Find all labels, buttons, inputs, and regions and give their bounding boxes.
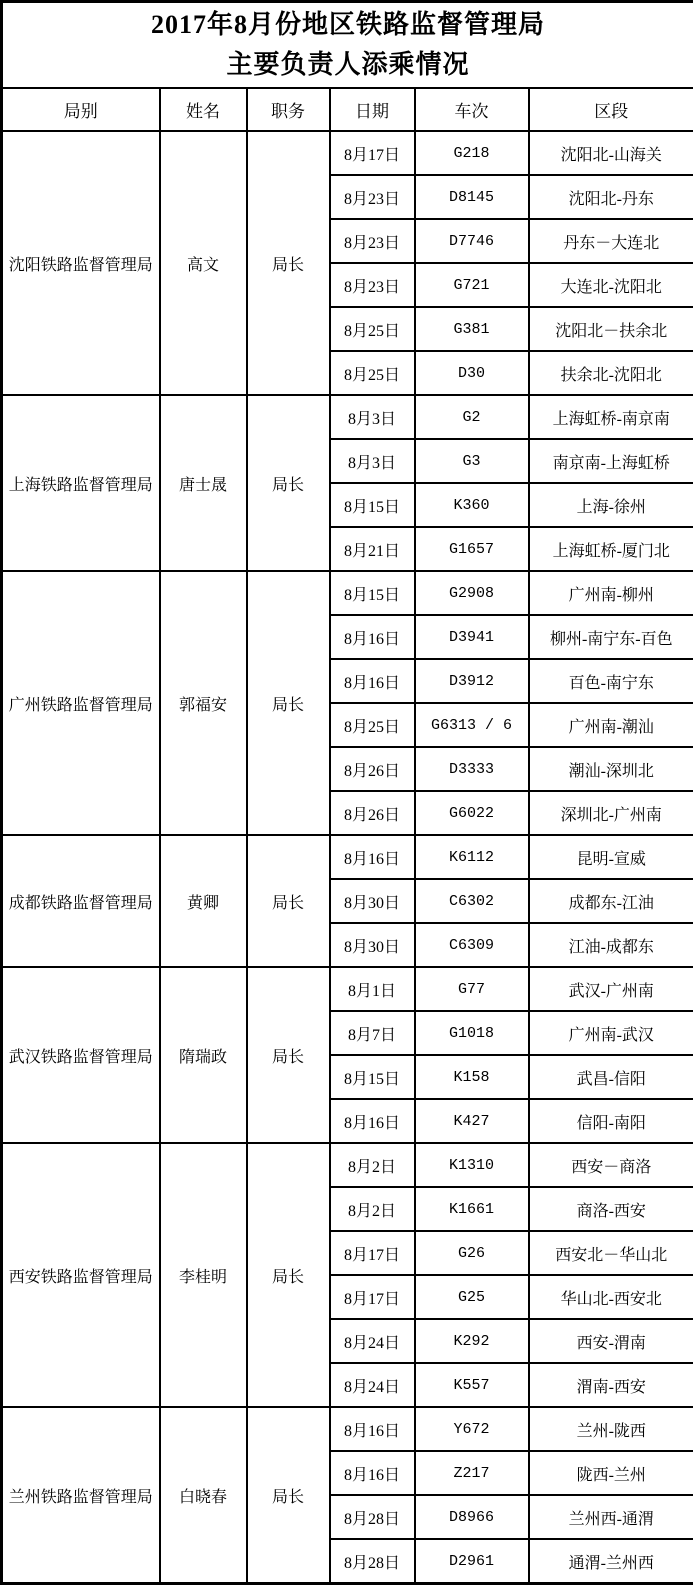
train-cell: G77 bbox=[415, 967, 529, 1011]
date-cell: 8月15日 bbox=[330, 483, 415, 527]
page-title-line2: 主要负责人添乘情况 bbox=[226, 50, 470, 79]
section-cell: 南京南-上海虹桥 bbox=[529, 439, 693, 483]
date-cell: 8月16日 bbox=[330, 835, 415, 879]
train-cell: G3 bbox=[415, 439, 529, 483]
date-cell: 8月16日 bbox=[330, 1451, 415, 1495]
date-cell: 8月17日 bbox=[330, 131, 415, 175]
date-cell: 8月16日 bbox=[330, 1099, 415, 1143]
date-cell: 8月7日 bbox=[330, 1011, 415, 1055]
train-cell: G25 bbox=[415, 1275, 529, 1319]
train-cell: G721 bbox=[415, 263, 529, 307]
date-cell: 8月25日 bbox=[330, 307, 415, 351]
date-cell: 8月2日 bbox=[330, 1187, 415, 1231]
date-cell: 8月3日 bbox=[330, 439, 415, 483]
train-cell: D7746 bbox=[415, 219, 529, 263]
train-cell: G2908 bbox=[415, 571, 529, 615]
train-cell: D3333 bbox=[415, 747, 529, 791]
date-cell: 8月25日 bbox=[330, 351, 415, 395]
position-cell: 局长 bbox=[247, 967, 330, 1143]
date-cell: 8月26日 bbox=[330, 791, 415, 835]
name-cell: 郭福安 bbox=[160, 571, 247, 835]
bureau-cell: 上海铁路监督管理局 bbox=[2, 395, 160, 571]
section-cell: 陇西-兰州 bbox=[529, 1451, 693, 1495]
section-cell: 深圳北-广州南 bbox=[529, 791, 693, 835]
bureau-cell: 兰州铁路监督管理局 bbox=[2, 1407, 160, 1584]
position-cell: 局长 bbox=[247, 1407, 330, 1584]
position-cell: 局长 bbox=[247, 395, 330, 571]
section-cell: 昆明-宣威 bbox=[529, 835, 693, 879]
table-row bbox=[2, 835, 693, 879]
section-cell: 武昌-信阳 bbox=[529, 1055, 693, 1099]
train-cell: G381 bbox=[415, 307, 529, 351]
section-cell: 武汉-广州南 bbox=[529, 967, 693, 1011]
section-cell: 百色-南宁东 bbox=[529, 659, 693, 703]
section-cell: 广州南-柳州 bbox=[529, 571, 693, 615]
date-cell: 8月23日 bbox=[330, 219, 415, 263]
name-cell: 白晓春 bbox=[160, 1407, 247, 1584]
section-cell: 沈阳北－扶余北 bbox=[529, 307, 693, 351]
section-cell: 通渭-兰州西 bbox=[529, 1539, 693, 1584]
name-cell: 李桂明 bbox=[160, 1143, 247, 1407]
position-cell: 局长 bbox=[247, 835, 330, 967]
table-row bbox=[2, 1407, 693, 1451]
position-cell: 局长 bbox=[247, 571, 330, 835]
date-cell: 8月16日 bbox=[330, 615, 415, 659]
section-cell: 上海虹桥-厦门北 bbox=[529, 527, 693, 571]
date-cell: 8月24日 bbox=[330, 1363, 415, 1407]
date-cell: 8月30日 bbox=[330, 879, 415, 923]
page-title bbox=[2, 2, 693, 89]
train-cell: D8966 bbox=[415, 1495, 529, 1539]
train-cell: Z217 bbox=[415, 1451, 529, 1495]
table-row bbox=[2, 395, 693, 439]
train-cell: D3941 bbox=[415, 615, 529, 659]
page-title-line1: 2017年8月份地区铁路监督管理局 bbox=[151, 10, 546, 39]
train-cell: G1018 bbox=[415, 1011, 529, 1055]
date-cell: 8月26日 bbox=[330, 747, 415, 791]
column-header-position: 职务 bbox=[247, 88, 330, 131]
train-cell: K158 bbox=[415, 1055, 529, 1099]
date-cell: 8月17日 bbox=[330, 1231, 415, 1275]
section-cell: 成都东-江油 bbox=[529, 879, 693, 923]
date-cell: 8月3日 bbox=[330, 395, 415, 439]
train-cell: K1310 bbox=[415, 1143, 529, 1187]
section-cell: 柳州-南宁东-百色 bbox=[529, 615, 693, 659]
table-row bbox=[2, 967, 693, 1011]
name-cell: 隋瑞政 bbox=[160, 967, 247, 1143]
train-cell: C6309 bbox=[415, 923, 529, 967]
train-cell: K292 bbox=[415, 1319, 529, 1363]
date-cell: 8月2日 bbox=[330, 1143, 415, 1187]
section-cell: 潮汕-深圳北 bbox=[529, 747, 693, 791]
date-cell: 8月16日 bbox=[330, 1407, 415, 1451]
date-cell: 8月1日 bbox=[330, 967, 415, 1011]
date-cell: 8月25日 bbox=[330, 703, 415, 747]
section-cell: 上海虹桥-南京南 bbox=[529, 395, 693, 439]
section-cell: 兰州-陇西 bbox=[529, 1407, 693, 1451]
train-cell: D8145 bbox=[415, 175, 529, 219]
bureau-cell: 沈阳铁路监督管理局 bbox=[2, 131, 160, 395]
date-cell: 8月21日 bbox=[330, 527, 415, 571]
section-cell: 西安－商洛 bbox=[529, 1143, 693, 1187]
bureau-cell: 广州铁路监督管理局 bbox=[2, 571, 160, 835]
date-cell: 8月15日 bbox=[330, 571, 415, 615]
section-cell: 西安-渭南 bbox=[529, 1319, 693, 1363]
section-cell: 江油-成都东 bbox=[529, 923, 693, 967]
section-cell: 沈阳北-山海关 bbox=[529, 131, 693, 175]
section-cell: 上海-徐州 bbox=[529, 483, 693, 527]
section-cell: 广州南-武汉 bbox=[529, 1011, 693, 1055]
section-cell: 丹东－大连北 bbox=[529, 219, 693, 263]
header-row bbox=[2, 88, 693, 131]
column-header-date: 日期 bbox=[330, 88, 415, 131]
position-cell: 局长 bbox=[247, 131, 330, 395]
section-cell: 扶余北-沈阳北 bbox=[529, 351, 693, 395]
column-header-train: 车次 bbox=[415, 88, 529, 131]
train-cell: D30 bbox=[415, 351, 529, 395]
column-header-section: 区段 bbox=[529, 88, 693, 131]
date-cell: 8月28日 bbox=[330, 1539, 415, 1584]
bureau-cell: 武汉铁路监督管理局 bbox=[2, 967, 160, 1143]
train-cell: G6313 / 6 bbox=[415, 703, 529, 747]
bureau-cell: 成都铁路监督管理局 bbox=[2, 835, 160, 967]
train-cell: G26 bbox=[415, 1231, 529, 1275]
table-row bbox=[2, 1143, 693, 1187]
train-cell: G1657 bbox=[415, 527, 529, 571]
title-row bbox=[2, 2, 693, 89]
date-cell: 8月24日 bbox=[330, 1319, 415, 1363]
train-cell: K427 bbox=[415, 1099, 529, 1143]
section-cell: 大连北-沈阳北 bbox=[529, 263, 693, 307]
date-cell: 8月23日 bbox=[330, 263, 415, 307]
section-cell: 沈阳北-丹东 bbox=[529, 175, 693, 219]
date-cell: 8月28日 bbox=[330, 1495, 415, 1539]
train-cell: K557 bbox=[415, 1363, 529, 1407]
train-cell: K360 bbox=[415, 483, 529, 527]
table-row bbox=[2, 571, 693, 615]
date-cell: 8月16日 bbox=[330, 659, 415, 703]
train-cell: G218 bbox=[415, 131, 529, 175]
position-cell: 局长 bbox=[247, 1143, 330, 1407]
column-header-bureau: 局别 bbox=[2, 88, 160, 131]
section-cell: 华山北-西安北 bbox=[529, 1275, 693, 1319]
train-cell: C6302 bbox=[415, 879, 529, 923]
section-cell: 兰州西-通渭 bbox=[529, 1495, 693, 1539]
name-cell: 高文 bbox=[160, 131, 247, 395]
section-cell: 信阳-南阳 bbox=[529, 1099, 693, 1143]
train-cell: K1661 bbox=[415, 1187, 529, 1231]
name-cell: 黄卿 bbox=[160, 835, 247, 967]
section-cell: 渭南-西安 bbox=[529, 1363, 693, 1407]
train-cell: G6022 bbox=[415, 791, 529, 835]
name-cell: 唐士晟 bbox=[160, 395, 247, 571]
table-row bbox=[2, 131, 693, 175]
section-cell: 西安北－华山北 bbox=[529, 1231, 693, 1275]
train-cell: D3912 bbox=[415, 659, 529, 703]
column-header-name: 姓名 bbox=[160, 88, 247, 131]
date-cell: 8月23日 bbox=[330, 175, 415, 219]
date-cell: 8月30日 bbox=[330, 923, 415, 967]
train-cell: G2 bbox=[415, 395, 529, 439]
date-cell: 8月15日 bbox=[330, 1055, 415, 1099]
train-cell: Y672 bbox=[415, 1407, 529, 1451]
train-cell: D2961 bbox=[415, 1539, 529, 1584]
train-cell: K6112 bbox=[415, 835, 529, 879]
date-cell: 8月17日 bbox=[330, 1275, 415, 1319]
section-cell: 广州南-潮汕 bbox=[529, 703, 693, 747]
bureau-cell: 西安铁路监督管理局 bbox=[2, 1143, 160, 1407]
section-cell: 商洛-西安 bbox=[529, 1187, 693, 1231]
